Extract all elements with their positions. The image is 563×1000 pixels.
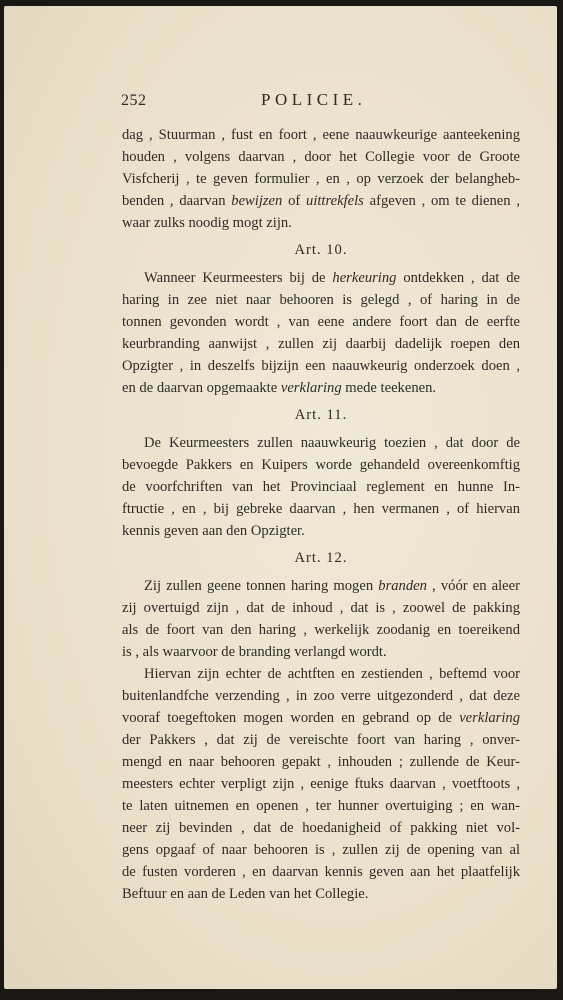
text-line: mengd en naar behooren gepakt , inhouden ; zullende de Keur- <box>122 754 520 770</box>
text-line: haring in zee niet naar behooren is gelegd , of haring in de <box>122 292 520 308</box>
text-line: der Pakkers , dat zij de vereischte foort van haring , onver- <box>122 732 520 748</box>
text-line: als de foort van den haring , werkelijk zoodanig en toereikend <box>122 622 520 638</box>
text-line: kennis geven aan den Opzigter. <box>122 523 305 539</box>
text-line: De Keurmeesters zullen naauwkeurig toezien , dat door de <box>144 435 520 451</box>
text-line: meesters echter verpligt zijn , eenige ftuks daarvan , voetftoots , <box>122 776 520 792</box>
text-line: Opzigter , in deszelfs bijzijn een naauwkeurig onderzoek doen , <box>122 358 520 374</box>
running-title: POLICIE. <box>261 90 367 109</box>
text-line: tonnen gevonden wordt , van eene andere foort dan de eerfte <box>122 314 520 330</box>
text-line: houden , volgens daarvan , door het Collegie voor de Groote <box>122 149 520 165</box>
text-line: Visfcherij , te geven formulier , en , op verzoek der belangheb- <box>122 171 520 187</box>
text-line: dag , Stuurman , fust en foort , eene naauwkeurige aanteekening <box>122 127 520 143</box>
book-page <box>4 6 557 989</box>
article-heading: Art. 11. <box>294 407 348 423</box>
text-line: benden , daarvan bewijzen of uittrekfels afgeven , om te dienen , <box>122 193 520 209</box>
text-line: gens opgaaf of naar behooren is , zullen zij de opening van al <box>122 842 520 858</box>
text-line: neer zij bevinden , dat de hoedanigheid of pakking niet vol- <box>122 820 520 836</box>
text-line: en de daarvan opgemaakte verklaring mede teekenen. <box>122 380 437 396</box>
text-line: vooraf toegeftoken mogen worden en gebrand op de verklaring <box>122 710 520 726</box>
text-line: bevoegde Pakkers en Kuipers worde gehandeld overeenkomftig <box>122 457 520 473</box>
text-line: te laten uitnemen en openen , ter hunner overtuiging ; en wan- <box>122 798 520 814</box>
article-heading: Art. 12. <box>294 550 348 566</box>
body-text <box>122 124 520 905</box>
text-line: keurbranding aanwijst , zullen zij daarbij dadelijk roepen den <box>122 336 520 352</box>
page-number: 252 <box>121 92 147 109</box>
text-line: ftructie , en , bij gebreke daarvan , hen vermanen , of hiervan <box>122 501 520 517</box>
text-line: Zij zullen geene tonnen haring mogen branden , vóór en aleer <box>144 578 520 594</box>
text-line: is , als waarvoor de branding verlangd wordt. <box>122 644 387 660</box>
text-line: Hiervan zijn echter de achtften en zestienden , beftemd voor <box>144 666 520 682</box>
text-line: de fusten vorderen , en daarvan kennis geven aan het plaatfelijk <box>122 864 520 880</box>
article-heading: Art. 10. <box>294 242 348 258</box>
text-line: zij overtuigd zijn , dat de inhoud , dat is , zoowel de pakking <box>122 600 520 616</box>
text-line: Beftuur en aan de Leden van het Collegie. <box>122 886 369 902</box>
text-line: buitenlandfche verzending , in zoo verre uitgezonderd , dat deze <box>122 688 520 704</box>
text-line: de voorfchriften van het Provinciaal reglement en hunne In- <box>122 479 520 495</box>
text-line: waar zulks noodig mogt zijn. <box>122 215 292 231</box>
text-line: Wanneer Keurmeesters bij de herkeuring ontdekken , dat de <box>144 270 520 286</box>
page-header <box>121 90 521 114</box>
